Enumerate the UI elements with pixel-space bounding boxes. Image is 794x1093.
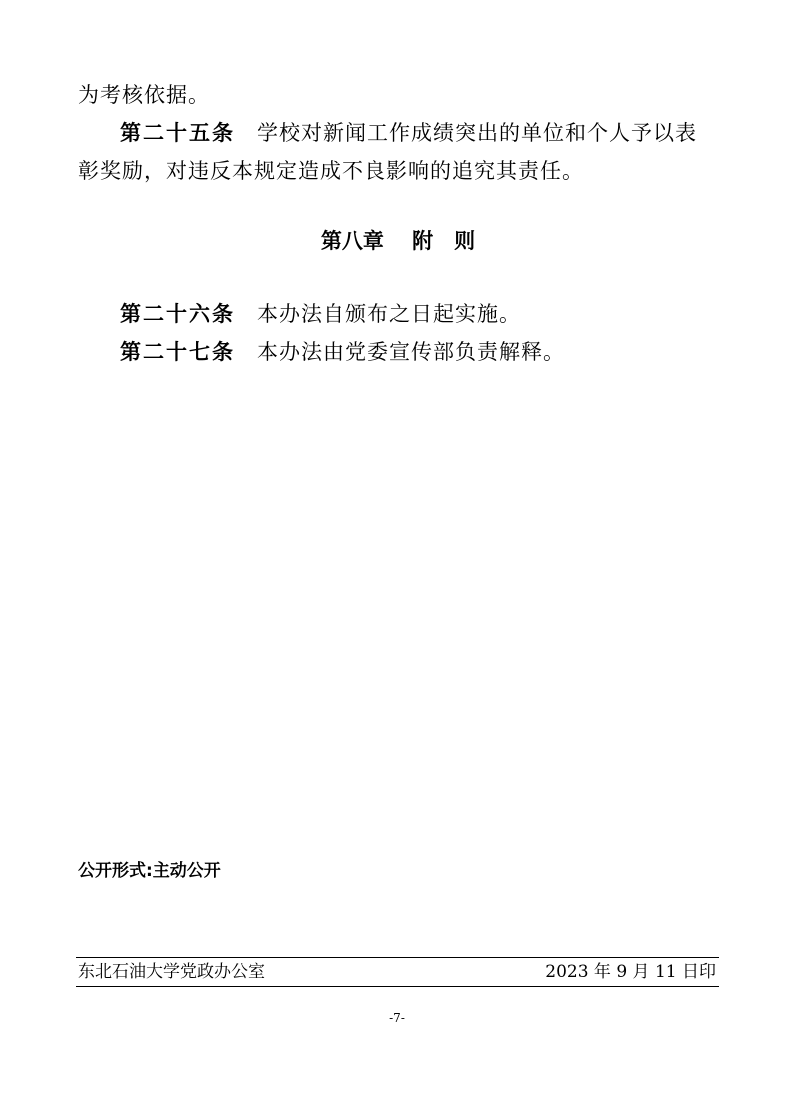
disclosure-label: 公开形式:主动公开 [78,861,221,881]
continuation-text: 为考核依据。 [78,83,210,107]
article-25-text: 学校对新闻工作成绩突出的单位和个人予以表彰奖励，对违反本规定造成不良影响的追究其责任。 [78,121,697,183]
article-25-number: 第二十五条 [120,121,235,145]
page-number: -7- [389,1011,405,1025]
footer-top-rule [76,957,719,958]
article-27-number: 第二十七条 [120,340,235,364]
print-date: 2023 年 9 月 11 日印 [545,962,716,982]
issuer: 东北石油大学党政办公室 [78,962,265,982]
article-26-number: 第二十六条 [120,302,235,326]
article-26 [78,295,718,333]
article-25 [78,114,718,190]
article-27-text: 本办法由党委宣传部负责解释。 [257,340,565,364]
article-27 [78,333,718,371]
footer-row [78,959,716,985]
article-26-text: 本办法自颁布之日起实施。 [257,302,521,326]
footer-bottom-rule [76,986,719,987]
chapter-8-title: 第八章 附 则 [320,229,476,253]
